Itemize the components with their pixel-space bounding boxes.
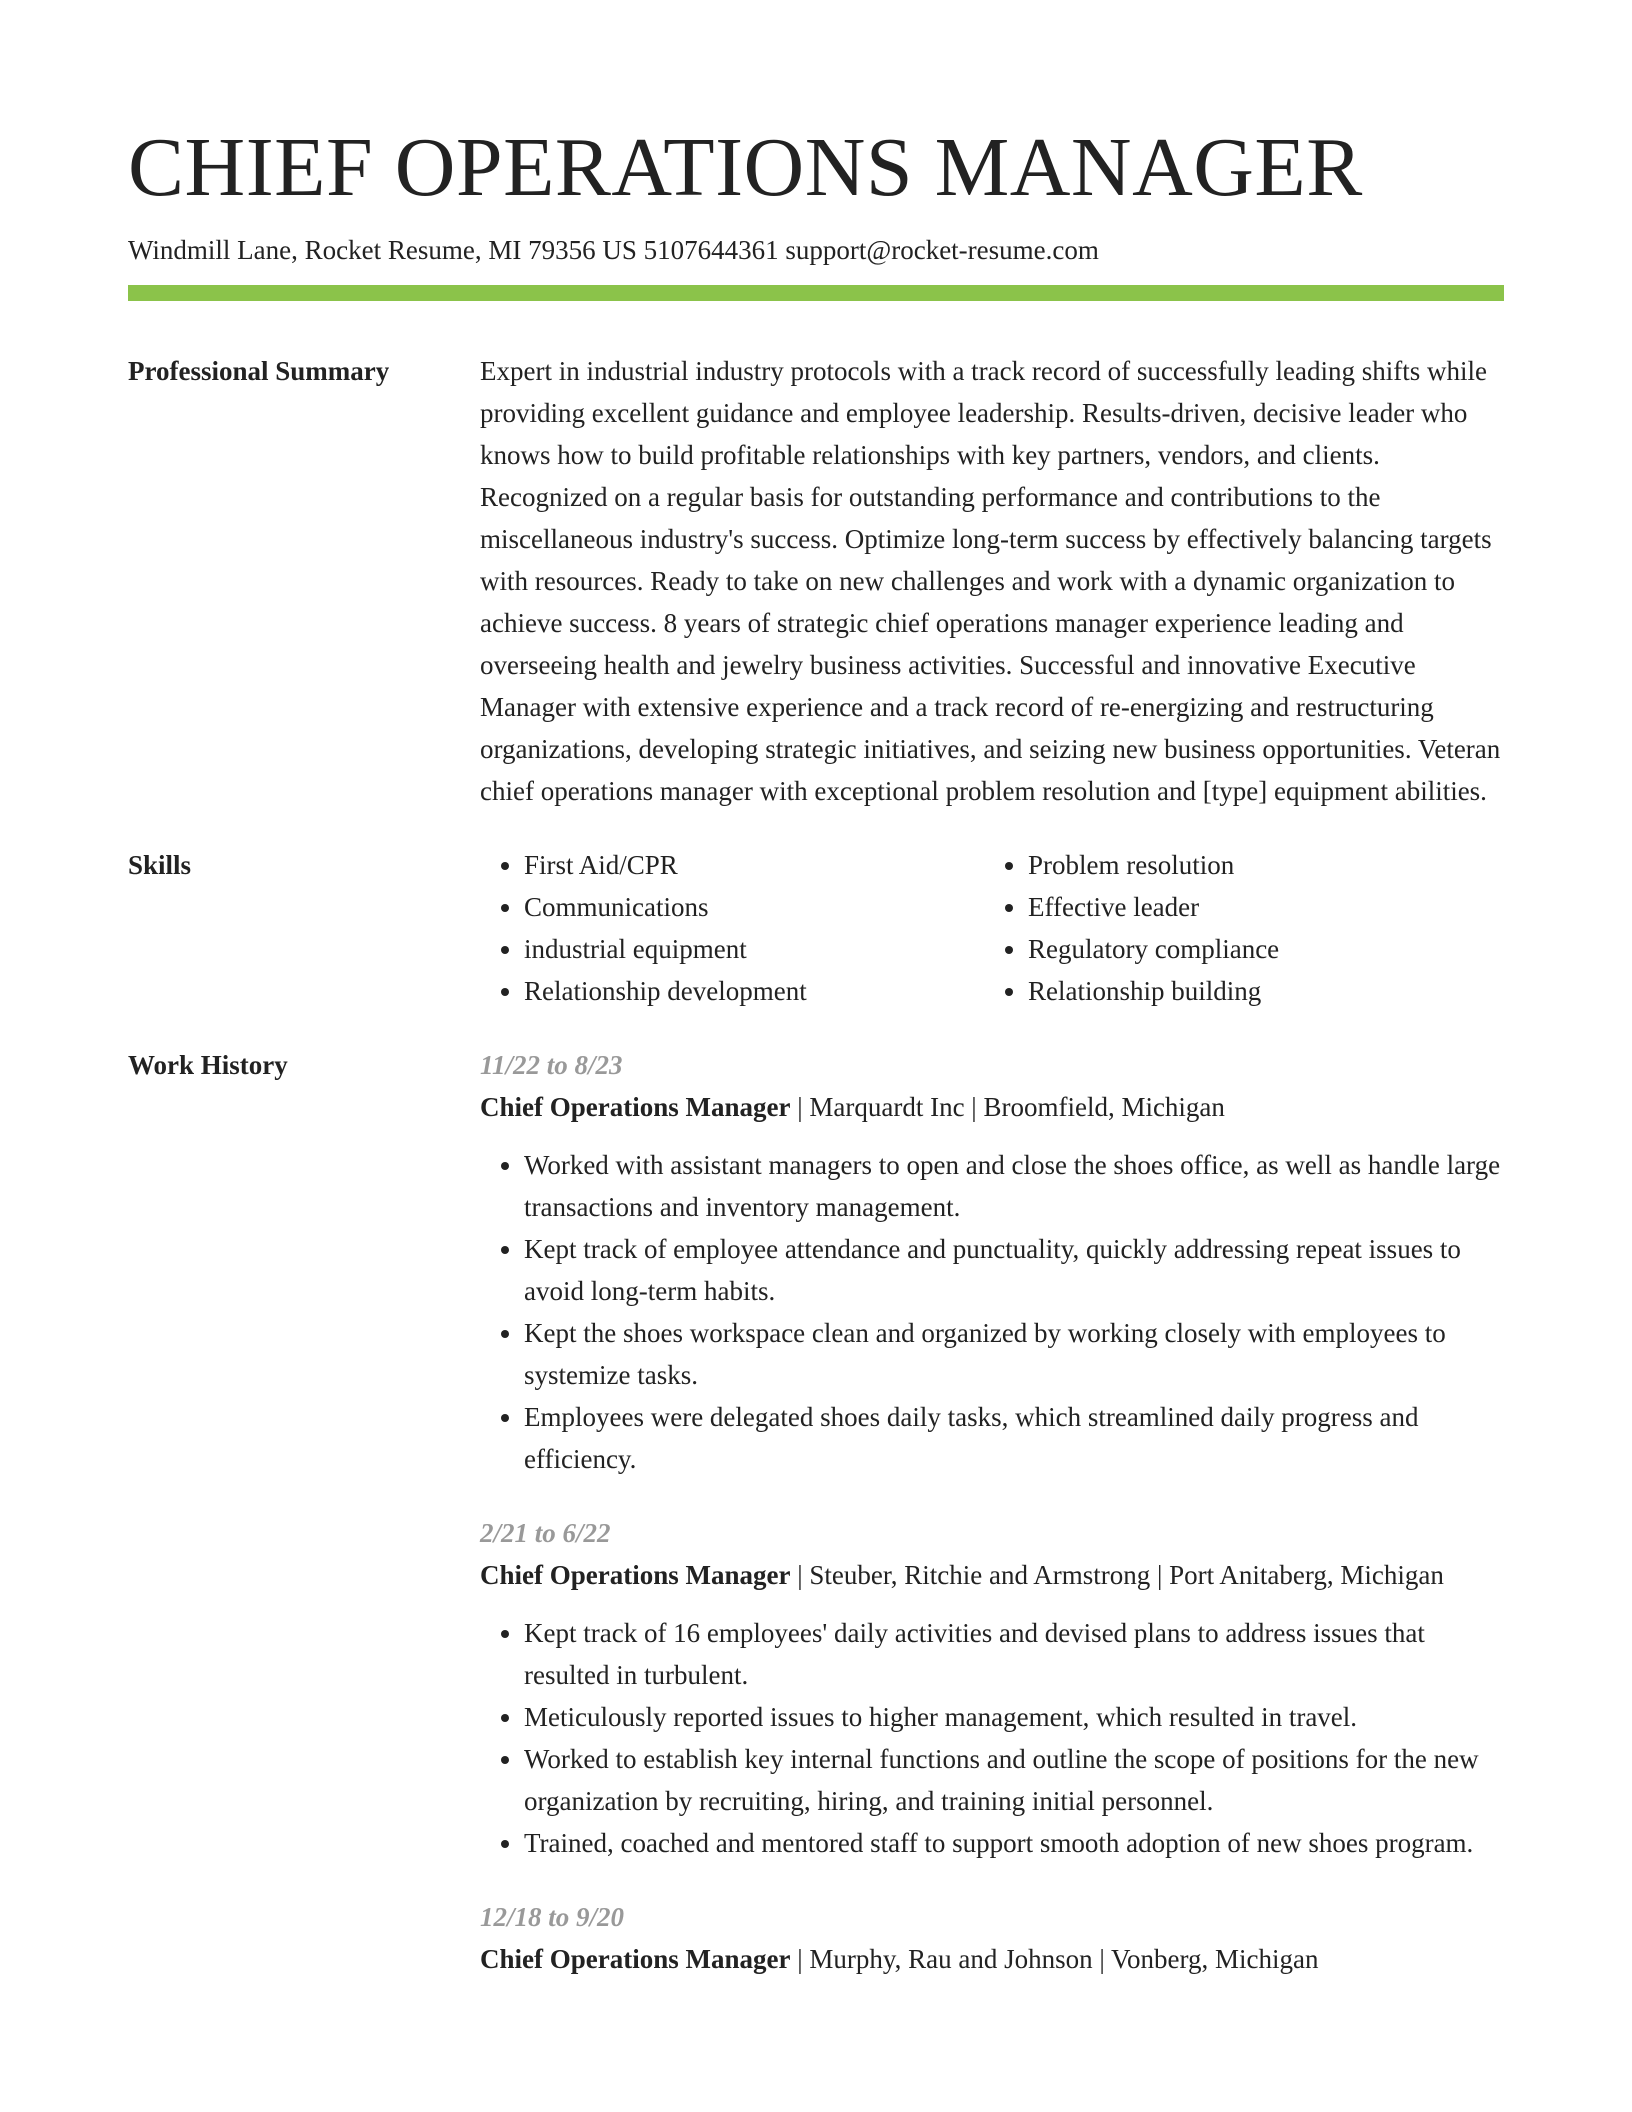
job-bullet: • Trained, coached and mentored staff to support smooth adoption of new shoes program. — [524, 1822, 1504, 1864]
skill-item: • Communications — [524, 886, 984, 928]
skill-item: • industrial equipment — [524, 928, 984, 970]
skill-item: • First Aid/CPR — [524, 844, 984, 886]
work-history-list — [480, 1044, 1504, 1980]
contact-line — [128, 232, 1504, 268]
section-heading: Work History — [128, 1050, 288, 1080]
section-heading: Skills — [128, 850, 192, 880]
job-title: Chief Operations Manager — [480, 1092, 791, 1122]
job-title: Chief Operations Manager — [480, 1944, 791, 1974]
job-bullet: • Kept track of 16 employees' daily activities and devised plans to address issues that resulted in turbulent. — [524, 1612, 1504, 1696]
header-divider — [128, 285, 1504, 301]
skill-item: • Relationship building — [1028, 970, 1488, 1012]
job-bullet-list — [480, 1144, 1504, 1480]
skill-item: • Problem resolution — [1028, 844, 1488, 886]
job-details: | Steuber, Ritchie and Armstrong | Port Anitaberg, Michigan — [790, 1560, 1444, 1590]
skills-section — [128, 844, 1504, 1012]
job-entry — [480, 1896, 1504, 1980]
skills-list-right — [984, 844, 1488, 1012]
job-bullet: • Employees were delegated shoes daily tasks, which streamlined daily progress and efficiency. — [524, 1396, 1504, 1480]
contact-phone: 5107644361 — [643, 235, 779, 265]
job-entry — [480, 1044, 1504, 1480]
job-title-line — [480, 1086, 1504, 1128]
contact-address: Windmill Lane, Rocket Resume, MI 79356 US — [128, 235, 637, 265]
job-bullet: • Worked with assistant managers to open and close the shoes office, as well as handle large transactions and inventory management. — [524, 1144, 1504, 1228]
resume-page — [128, 118, 1504, 1980]
job-title: Chief Operations Manager — [480, 1560, 791, 1590]
job-title-line — [480, 1554, 1504, 1596]
skills-grid — [480, 844, 1504, 1012]
job-dates: 11/22 to 8/23 — [480, 1050, 623, 1080]
skill-item: • Effective leader — [1028, 886, 1488, 928]
skills-list-left — [480, 844, 984, 1012]
job-bullet-list — [480, 1612, 1504, 1864]
contact-email: support@rocket-resume.com — [785, 235, 1099, 265]
job-title-line — [480, 1938, 1504, 1980]
candidate-name: CHIEF OPERATIONS MANAGER — [128, 121, 1363, 214]
summary-text: Expert in industrial industry protocols with a track record of successfully leading shifts while providing excellent guidance and employee leadership. Results-driven, decisive leader who knows how to build profitable relationships with key partners, vendors, and clients. Recognized on a regular basis for outstanding performance and contributions to the miscellaneous industry's success. Optimize long-term success by effectively balancing targets with resources. Ready to take on new challenges and work with a dynamic organization to achieve success. 8 years of strategic chief operations manager experience leading and overseeing health and jewelry business activities. Successful and innovative Executive Manager with extensive experience and a track record of re-energizing and restructuring organizations, developing strategic initiatives, and seizing new business opportunities. Veteran chief operations manager with exceptional problem resolution and [type] equipment abilities. — [480, 356, 1501, 806]
work-history-section — [128, 1044, 1504, 1980]
job-dates: 12/18 to 9/20 — [480, 1902, 625, 1932]
job-entry — [480, 1512, 1504, 1864]
professional-summary-section — [128, 350, 1504, 812]
job-bullet: • Kept the shoes workspace clean and organized by working closely with employees to systemize tasks. — [524, 1312, 1504, 1396]
job-details: | Murphy, Rau and Johnson | Vonberg, Michigan — [790, 1944, 1319, 1974]
job-bullet: • Kept track of employee attendance and punctuality, quickly addressing repeat issues to avoid long-term habits. — [524, 1228, 1504, 1312]
job-dates: 2/21 to 6/22 — [480, 1518, 611, 1548]
section-heading: Professional Summary — [128, 356, 390, 386]
skill-item: • Regulatory compliance — [1028, 928, 1488, 970]
job-details: | Marquardt Inc | Broomfield, Michigan — [790, 1092, 1225, 1122]
skill-item: • Relationship development — [524, 970, 984, 1012]
job-bullet: • Worked to establish key internal functions and outline the scope of positions for the new organization by recruiting, hiring, and training initial personnel. — [524, 1738, 1504, 1822]
job-bullet: • Meticulously reported issues to higher management, which resulted in travel. — [524, 1696, 1504, 1738]
